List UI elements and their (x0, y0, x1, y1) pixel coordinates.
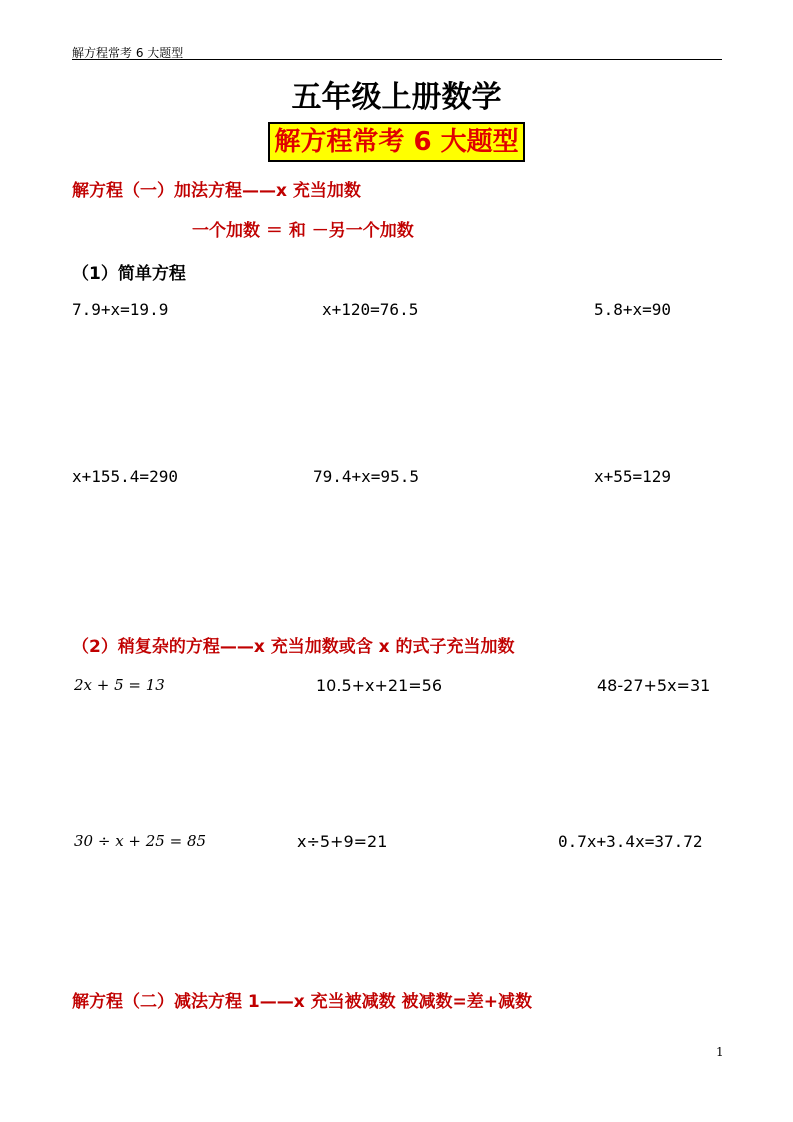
header-divider (72, 59, 722, 60)
equation-10: 30 ÷ x + 25 = 85 (74, 832, 207, 850)
equation-4: x+155.4=290 (72, 467, 178, 486)
equation-12: 0.7x+3.4x=37.72 (558, 832, 703, 851)
part1-heading: （1）简单方程 (72, 264, 186, 284)
page-number: 1 (716, 1045, 724, 1059)
equation-5: 79.4+x=95.5 (313, 467, 419, 486)
equation-9: 48-27+5x=31 (597, 676, 711, 695)
section2-heading: 解方程（二）减法方程 1——x 充当被减数 被减数=差+减数 (72, 992, 533, 1012)
page-title: 五年级上册数学 (291, 80, 502, 115)
equation-8: 10.5+x+21=56 (316, 676, 443, 695)
part2-heading: （2）稍复杂的方程——x 充当加数或含 x 的式子充当加数 (72, 637, 515, 657)
equation-11: x÷5+9=21 (297, 832, 388, 851)
equation-7: 2x + 5 = 13 (74, 676, 165, 694)
equation-2: x+120=76.5 (322, 300, 419, 319)
section1-rule: 一个加数 ＝ 和 －另一个加数 (192, 221, 414, 241)
highlighted-subtitle: 解方程常考 6 大题型 (268, 122, 524, 162)
section1-heading: 解方程（一）加法方程——x 充当加数 (72, 181, 361, 201)
equation-1: 7.9+x=19.9 (72, 300, 169, 319)
equation-6: x+55=129 (594, 467, 672, 486)
subtitle-container (0, 122, 793, 162)
running-header: 解方程常考 6 大题型 (72, 46, 184, 60)
equation-3: 5.8+x=90 (594, 300, 672, 319)
